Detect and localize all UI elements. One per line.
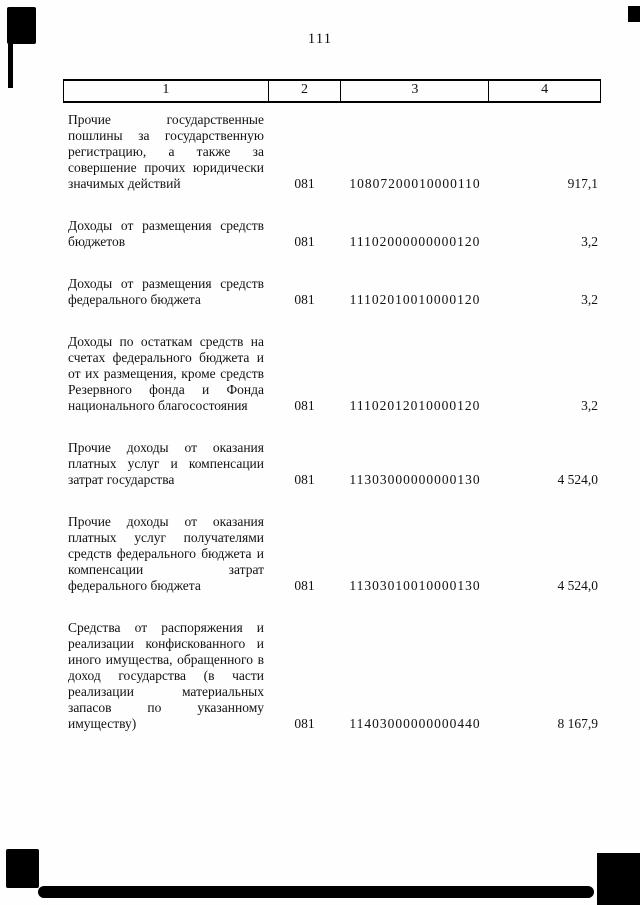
column-header-3: 3 <box>341 81 489 101</box>
scan-artifact-bottom-right-square <box>597 853 640 905</box>
row-amount-cell: 3,2 <box>581 292 598 307</box>
row-code-cell: 11403000000000440 <box>349 716 481 731</box>
page-number: 111 <box>307 31 333 47</box>
row-admin-cell: 081 <box>294 716 315 731</box>
column-header-1: 1 <box>64 81 269 101</box>
table-row <box>63 620 601 732</box>
row-amount-cell: 8 167,9 <box>557 716 598 731</box>
row-code-cell: 11102010010000120 <box>349 292 481 307</box>
row-code-cell: 11303010010000130 <box>349 578 481 593</box>
row-name-cell: Доходы по остаткам средств на счетах федерального бюджета и от их размещения, кроме средств Резервного фонда и Фонда национального благосостояния <box>68 334 264 413</box>
row-amount-cell: 4 524,0 <box>557 578 598 593</box>
row-code-cell: 11102000000000120 <box>349 234 481 249</box>
revenue-table <box>63 79 601 732</box>
row-admin-cell: 081 <box>294 176 315 191</box>
row-amount-cell: 3,2 <box>581 234 598 249</box>
scan-artifact-bottom-bar <box>38 886 594 898</box>
row-code-cell: 11102012010000120 <box>349 398 481 413</box>
table-row <box>63 334 601 414</box>
row-name-cell: Прочие доходы от оказания платных услуг получателями средств федерального бюджета и компенсации затрат федерального бюджета <box>68 514 264 593</box>
row-name-cell: Прочие государственные пошлины за государственную регистрацию, а также за совершение прочих юридически значимых действий <box>68 112 264 191</box>
column-header-2: 2 <box>269 81 342 101</box>
table-header-row <box>63 79 601 103</box>
table-row <box>63 276 601 308</box>
row-name-cell: Доходы от размещения средств федерального бюджета <box>68 276 264 307</box>
row-admin-cell: 081 <box>294 292 315 307</box>
table-row <box>63 514 601 594</box>
row-code-cell: 11303000000000130 <box>349 472 481 487</box>
table-row <box>63 112 601 192</box>
row-amount-cell: 4 524,0 <box>557 472 598 487</box>
row-amount-cell: 917,1 <box>567 176 598 191</box>
row-name-cell: Прочие доходы от оказания платных услуг и компенсации затрат государства <box>68 440 264 487</box>
table-row <box>63 440 601 488</box>
column-header-4: 4 <box>489 81 601 101</box>
row-amount-cell: 3,2 <box>581 398 598 413</box>
scan-artifact-bottom-left-square <box>6 849 39 888</box>
row-name-cell: Средства от распоряжения и реализации конфискованного и иного имущества, обращенного в доход государства (в части реализации материальных запасов по указанному имуществу) <box>68 620 264 731</box>
row-admin-cell: 081 <box>294 398 315 413</box>
row-admin-cell: 081 <box>294 472 315 487</box>
scan-artifact-left-edge-strip <box>8 44 13 88</box>
row-name-cell: Доходы от размещения средств бюджетов <box>68 218 264 249</box>
row-admin-cell: 081 <box>294 578 315 593</box>
table-row <box>63 218 601 250</box>
table-body <box>63 112 601 732</box>
row-admin-cell: 081 <box>294 234 315 249</box>
row-code-cell: 10807200010000110 <box>349 176 481 191</box>
scan-artifact-top-right-mark <box>628 6 640 22</box>
